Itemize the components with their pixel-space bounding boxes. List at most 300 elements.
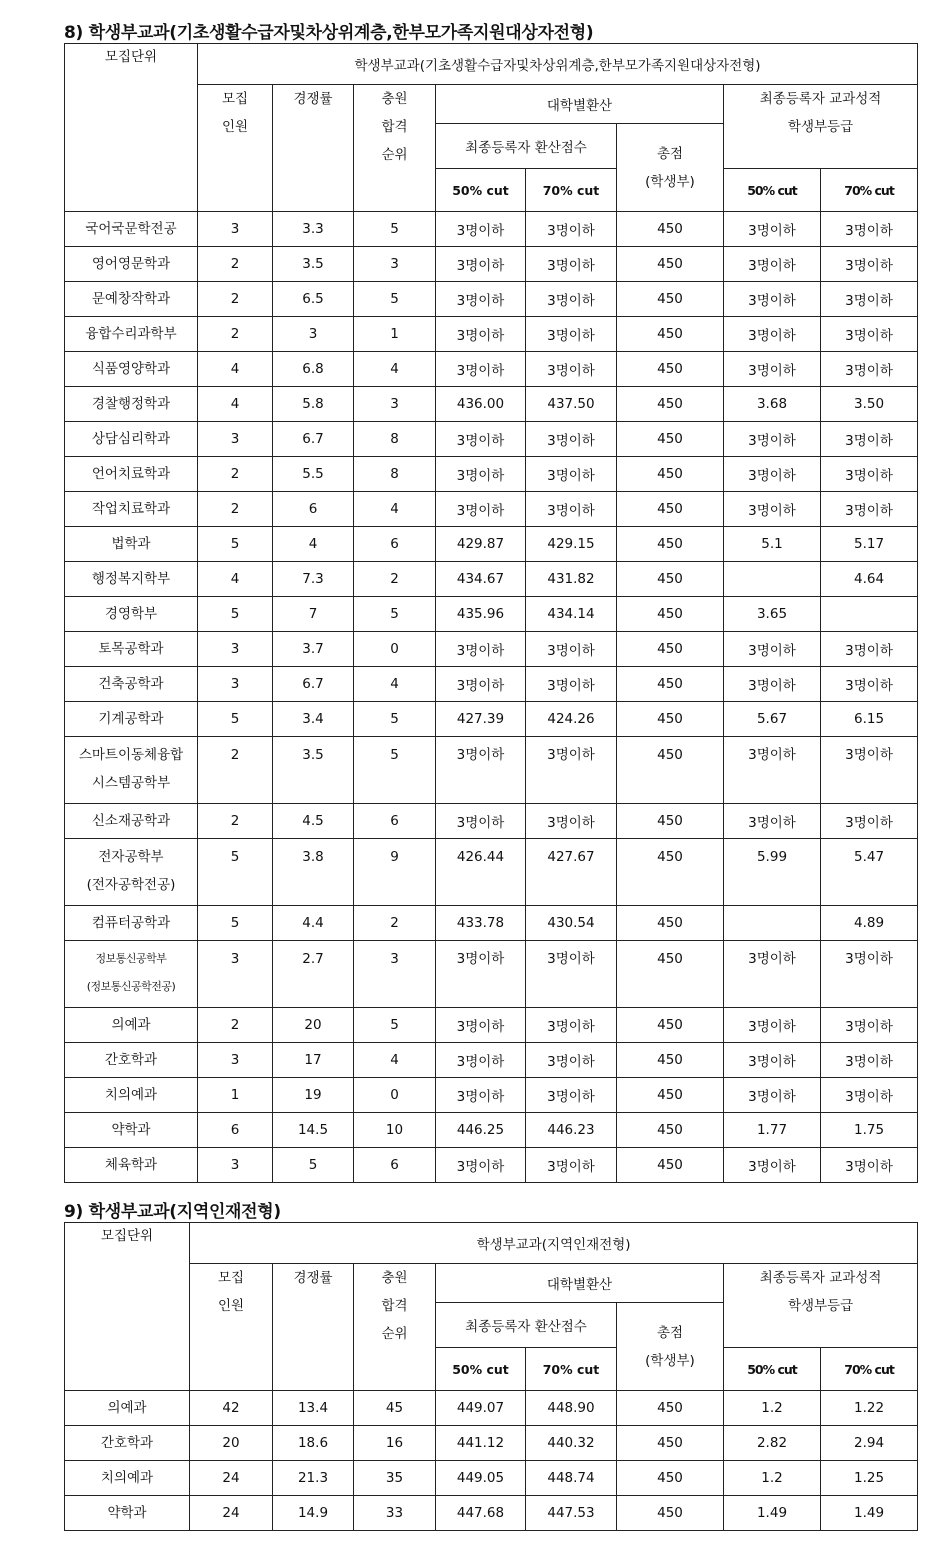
- cell-score-cut70: 3명이하: [526, 1043, 617, 1078]
- header-grade: 최종등록자 교과성적 학생부등급: [724, 85, 918, 169]
- table-row: [65, 422, 918, 457]
- cell-total: 450: [617, 906, 724, 941]
- cell-grade-cut50: 3명이하: [724, 941, 821, 1008]
- cell-total: 450: [617, 422, 724, 457]
- cell-quota: 2: [198, 247, 273, 282]
- header-conversion: 대학별환산: [436, 1264, 724, 1303]
- cell-score-cut50: 3명이하: [436, 247, 526, 282]
- cell-total: 450: [617, 247, 724, 282]
- cell-grade-cut50: 1.2: [724, 1391, 821, 1426]
- cell-unit: 약학과: [65, 1496, 190, 1531]
- cell-score-cut50: 3명이하: [436, 1148, 526, 1183]
- cell-rank: 8: [354, 457, 436, 492]
- table-row: [65, 1461, 918, 1496]
- cell-total: 450: [617, 667, 724, 702]
- cell-rank: 45: [354, 1391, 436, 1426]
- cell-quota: 24: [190, 1496, 273, 1531]
- cell-grade-cut50: 3명이하: [724, 212, 821, 247]
- table-row: [65, 1008, 918, 1043]
- cell-rank: 3: [354, 247, 436, 282]
- header-competition: 경쟁률: [273, 1264, 354, 1391]
- cell-competition: 5.5: [273, 457, 354, 492]
- cell-unit: 경찰행정학과: [65, 387, 198, 422]
- cell-score-cut50: 441.12: [436, 1426, 526, 1461]
- cell-total: 450: [617, 1008, 724, 1043]
- cell-grade-cut50: 3명이하: [724, 667, 821, 702]
- cell-unit: 의예과: [65, 1008, 198, 1043]
- cell-rank: 6: [354, 1148, 436, 1183]
- cell-grade-cut70: 3.50: [821, 387, 918, 422]
- cell-score-cut70: 430.54: [526, 906, 617, 941]
- cell-score-cut70: 3명이하: [526, 1008, 617, 1043]
- cell-rank: 5: [354, 282, 436, 317]
- cell-grade-cut50: 3.65: [724, 597, 821, 632]
- table-row: [65, 597, 918, 632]
- cell-grade-cut50: 3명이하: [724, 247, 821, 282]
- cell-competition: 4: [273, 527, 354, 562]
- cell-grade-cut70: 3명이하: [821, 941, 918, 1008]
- table-row: [65, 1078, 918, 1113]
- cell-unit: 융합수리과학부: [65, 317, 198, 352]
- cell-quota: 3: [198, 1148, 273, 1183]
- cell-quota: 2: [198, 492, 273, 527]
- cell-competition: 3.5: [273, 247, 354, 282]
- cell-grade-cut70: 3명이하: [821, 1008, 918, 1043]
- cell-score-cut70: 431.82: [526, 562, 617, 597]
- cell-score-cut50: 433.78: [436, 906, 526, 941]
- cell-competition: 6.5: [273, 282, 354, 317]
- cell-competition: 5.8: [273, 387, 354, 422]
- cell-grade-cut50: 3명이하: [724, 492, 821, 527]
- cell-rank: 35: [354, 1461, 436, 1496]
- cell-grade-cut70: 3명이하: [821, 1043, 918, 1078]
- cell-grade-cut50: 2.82: [724, 1426, 821, 1461]
- cell-grade-cut70: 3명이하: [821, 492, 918, 527]
- cell-rank: 3: [354, 387, 436, 422]
- cell-grade-cut50: 1.49: [724, 1496, 821, 1531]
- cell-grade-cut50: 3명이하: [724, 352, 821, 387]
- cell-total: 450: [617, 839, 724, 906]
- cell-score-cut50: 3명이하: [436, 1043, 526, 1078]
- table-row: [65, 1148, 918, 1183]
- cell-score-cut70: 429.15: [526, 527, 617, 562]
- cell-total: 450: [617, 492, 724, 527]
- cell-score-cut70: 3명이하: [526, 247, 617, 282]
- cell-score-cut70: 440.32: [526, 1426, 617, 1461]
- cell-grade-cut50: 3.68: [724, 387, 821, 422]
- header-score-cut50: 50% cut: [436, 1348, 526, 1391]
- cell-grade-cut70: 3명이하: [821, 667, 918, 702]
- cell-score-cut70: 3명이하: [526, 422, 617, 457]
- table-row: [65, 1113, 918, 1148]
- cell-grade-cut70: 3명이하: [821, 804, 918, 839]
- cell-competition: 19: [273, 1078, 354, 1113]
- cell-total: 450: [617, 1391, 724, 1426]
- cell-score-cut70: 3명이하: [526, 737, 617, 804]
- cell-total: 450: [617, 1043, 724, 1078]
- cell-competition: 3.8: [273, 839, 354, 906]
- cell-quota: 3: [198, 667, 273, 702]
- cell-unit: 전자공학부 (전자공학전공): [65, 839, 198, 906]
- cell-score-cut50: 449.07: [436, 1391, 526, 1426]
- cell-total: 450: [617, 282, 724, 317]
- cell-rank: 8: [354, 422, 436, 457]
- cell-grade-cut70: 2.94: [821, 1426, 918, 1461]
- cell-quota: 2: [198, 282, 273, 317]
- table-row: [65, 737, 918, 804]
- cell-grade-cut70: 3명이하: [821, 422, 918, 457]
- cell-score-cut70: 448.90: [526, 1391, 617, 1426]
- cell-grade-cut50: 1.2: [724, 1461, 821, 1496]
- cell-grade-cut70: 3명이하: [821, 457, 918, 492]
- cell-rank: 6: [354, 804, 436, 839]
- header-quota: 모집 인원: [190, 1264, 273, 1391]
- cell-competition: 7.3: [273, 562, 354, 597]
- cell-grade-cut50: 5.1: [724, 527, 821, 562]
- cell-score-cut70: 448.74: [526, 1461, 617, 1496]
- cell-grade-cut50: 3명이하: [724, 737, 821, 804]
- table-row: [65, 352, 918, 387]
- cell-total: 450: [617, 1461, 724, 1496]
- cell-quota: 4: [198, 562, 273, 597]
- cell-competition: 3.4: [273, 702, 354, 737]
- cell-grade-cut70: 6.15: [821, 702, 918, 737]
- cell-score-cut70: 3명이하: [526, 352, 617, 387]
- cell-grade-cut70: 1.25: [821, 1461, 918, 1496]
- cell-unit: 상담심리학과: [65, 422, 198, 457]
- cell-rank: 9: [354, 839, 436, 906]
- cell-unit: 영어영문학과: [65, 247, 198, 282]
- cell-score-cut70: 434.14: [526, 597, 617, 632]
- cell-total: 450: [617, 352, 724, 387]
- section-8-title: 8) 학생부교과(기초생활수급자및차상위계층,한부모가족지원대상자전형): [64, 23, 594, 43]
- cell-score-cut50: 3명이하: [436, 1008, 526, 1043]
- table-row: [65, 702, 918, 737]
- cell-rank: 10: [354, 1113, 436, 1148]
- cell-score-cut70: 3명이하: [526, 492, 617, 527]
- table-row: [65, 492, 918, 527]
- cell-rank: 6: [354, 527, 436, 562]
- cell-quota: 1: [198, 1078, 273, 1113]
- cell-quota: 3: [198, 1043, 273, 1078]
- cell-score-cut50: 3명이하: [436, 457, 526, 492]
- cell-grade-cut70: 3명이하: [821, 247, 918, 282]
- cell-total: 450: [617, 1148, 724, 1183]
- table-row: [65, 317, 918, 352]
- cell-competition: 3.7: [273, 632, 354, 667]
- cell-quota: 4: [198, 387, 273, 422]
- cell-score-cut70: 3명이하: [526, 1148, 617, 1183]
- cell-quota: 2: [198, 457, 273, 492]
- cell-competition: 2.7: [273, 941, 354, 1008]
- header-rank: 충원 합격 순위: [354, 1264, 436, 1391]
- header-score-cut70: 70% cut: [526, 169, 617, 212]
- cell-rank: 5: [354, 702, 436, 737]
- header-rank: 충원 합격 순위: [354, 85, 436, 212]
- table-row: [65, 804, 918, 839]
- header-quota: 모집 인원: [198, 85, 273, 212]
- cell-competition: 18.6: [273, 1426, 354, 1461]
- cell-unit: 의예과: [65, 1391, 190, 1426]
- cell-total: 450: [617, 317, 724, 352]
- cell-unit: 정보통신공학부 (정보통신공학전공): [65, 941, 198, 1008]
- cell-unit: 작업치료학과: [65, 492, 198, 527]
- cell-total: 450: [617, 737, 724, 804]
- cell-total: 450: [617, 457, 724, 492]
- cell-score-cut50: 3명이하: [436, 804, 526, 839]
- cell-score-cut70: 3명이하: [526, 667, 617, 702]
- cell-quota: 4: [198, 352, 273, 387]
- cell-unit: 간호학과: [65, 1426, 190, 1461]
- header-grade-cut50: 50% cut: [724, 169, 821, 212]
- cell-quota: 3: [198, 941, 273, 1008]
- cell-score-cut70: 3명이하: [526, 282, 617, 317]
- cell-competition: 21.3: [273, 1461, 354, 1496]
- cell-grade-cut70: 5.47: [821, 839, 918, 906]
- cell-grade-cut70: 4.64: [821, 562, 918, 597]
- cell-total: 450: [617, 1426, 724, 1461]
- header-score-cut70: 70% cut: [526, 1348, 617, 1391]
- cell-unit: 체육학과: [65, 1148, 198, 1183]
- cell-competition: 14.5: [273, 1113, 354, 1148]
- admission-table-9: [64, 1222, 918, 1531]
- cell-grade-cut50: 3명이하: [724, 1078, 821, 1113]
- cell-quota: 6: [198, 1113, 273, 1148]
- cell-rank: 4: [354, 352, 436, 387]
- header-total: 총점 (학생부): [617, 124, 724, 212]
- cell-grade-cut50: 3명이하: [724, 422, 821, 457]
- cell-rank: 4: [354, 1043, 436, 1078]
- cell-quota: 3: [198, 632, 273, 667]
- cell-quota: 5: [198, 702, 273, 737]
- cell-grade-cut70: 3명이하: [821, 1148, 918, 1183]
- table-row: [65, 282, 918, 317]
- cell-quota: 2: [198, 317, 273, 352]
- cell-competition: 14.9: [273, 1496, 354, 1531]
- cell-competition: 20: [273, 1008, 354, 1043]
- cell-grade-cut70: 3명이하: [821, 282, 918, 317]
- cell-score-cut70: 3명이하: [526, 1078, 617, 1113]
- cell-rank: 0: [354, 1078, 436, 1113]
- cell-grade-cut70: 1.49: [821, 1496, 918, 1531]
- cell-rank: 33: [354, 1496, 436, 1531]
- cell-competition: 6.8: [273, 352, 354, 387]
- cell-unit: 컴퓨터공학과: [65, 906, 198, 941]
- header-group: 학생부교과(지역인재전형): [190, 1223, 918, 1264]
- cell-unit: 경영학부: [65, 597, 198, 632]
- header-score-cut50: 50% cut: [436, 169, 526, 212]
- cell-score-cut50: 447.68: [436, 1496, 526, 1531]
- cell-rank: 5: [354, 212, 436, 247]
- header-conversion: 대학별환산: [436, 85, 724, 124]
- cell-unit: 언어치료학과: [65, 457, 198, 492]
- cell-grade-cut70: 1.22: [821, 1391, 918, 1426]
- cell-grade-cut50: 5.67: [724, 702, 821, 737]
- cell-competition: 5: [273, 1148, 354, 1183]
- cell-competition: 3: [273, 317, 354, 352]
- header-grade: 최종등록자 교과성적 학생부등급: [724, 1264, 918, 1348]
- cell-unit: 식품영양학과: [65, 352, 198, 387]
- cell-total: 450: [617, 212, 724, 247]
- cell-competition: 6.7: [273, 422, 354, 457]
- cell-rank: 1: [354, 317, 436, 352]
- cell-total: 450: [617, 1078, 724, 1113]
- cell-unit: 국어국문학전공: [65, 212, 198, 247]
- cell-grade-cut50: 3명이하: [724, 1148, 821, 1183]
- cell-score-cut50: 3명이하: [436, 941, 526, 1008]
- cell-quota: 3: [198, 212, 273, 247]
- cell-score-cut50: 3명이하: [436, 737, 526, 804]
- cell-score-cut50: 436.00: [436, 387, 526, 422]
- cell-rank: 16: [354, 1426, 436, 1461]
- cell-score-cut50: 429.87: [436, 527, 526, 562]
- cell-grade-cut50: 3명이하: [724, 632, 821, 667]
- cell-unit: 건축공학과: [65, 667, 198, 702]
- cell-quota: 2: [198, 737, 273, 804]
- cell-competition: 17: [273, 1043, 354, 1078]
- header-group: 학생부교과(기초생활수급자및차상위계층,한부모가족지원대상자전형): [198, 44, 918, 85]
- cell-total: 450: [617, 562, 724, 597]
- cell-total: 450: [617, 1113, 724, 1148]
- cell-score-cut70: 427.67: [526, 839, 617, 906]
- cell-quota: 3: [198, 422, 273, 457]
- table-row: [65, 1426, 918, 1461]
- cell-competition: 13.4: [273, 1391, 354, 1426]
- cell-score-cut70: 3명이하: [526, 317, 617, 352]
- header-grade-cut70: 70% cut: [821, 1348, 918, 1391]
- cell-rank: 5: [354, 1008, 436, 1043]
- table-row: [65, 247, 918, 282]
- cell-unit: 간호학과: [65, 1043, 198, 1078]
- table-row: [65, 839, 918, 906]
- cell-rank: 3: [354, 941, 436, 1008]
- cell-grade-cut70: 3명이하: [821, 632, 918, 667]
- cell-quota: 2: [198, 804, 273, 839]
- table-row: [65, 387, 918, 422]
- cell-grade-cut70: 4.89: [821, 906, 918, 941]
- cell-grade-cut50: 1.77: [724, 1113, 821, 1148]
- cell-score-cut70: 447.53: [526, 1496, 617, 1531]
- header-final-score: 최종등록자 환산점수: [436, 1303, 617, 1348]
- section-9-title: 9) 학생부교과(지역인재전형): [64, 1202, 281, 1222]
- cell-rank: 0: [354, 632, 436, 667]
- cell-total: 450: [617, 632, 724, 667]
- cell-score-cut50: 449.05: [436, 1461, 526, 1496]
- cell-total: 450: [617, 527, 724, 562]
- cell-grade-cut50: 3명이하: [724, 457, 821, 492]
- header-total: 총점 (학생부): [617, 1303, 724, 1391]
- cell-grade-cut70: 3명이하: [821, 212, 918, 247]
- cell-rank: 2: [354, 562, 436, 597]
- cell-score-cut70: 424.26: [526, 702, 617, 737]
- cell-score-cut50: 3명이하: [436, 632, 526, 667]
- cell-score-cut50: 426.44: [436, 839, 526, 906]
- cell-rank: 4: [354, 667, 436, 702]
- cell-competition: 7: [273, 597, 354, 632]
- cell-score-cut50: 3명이하: [436, 422, 526, 457]
- header-grade-cut50: 50% cut: [724, 1348, 821, 1391]
- cell-grade-cut50: 3명이하: [724, 804, 821, 839]
- header-competition: 경쟁률: [273, 85, 354, 212]
- header-grade-cut70: 70% cut: [821, 169, 918, 212]
- cell-score-cut50: 3명이하: [436, 317, 526, 352]
- cell-grade-cut50: 3명이하: [724, 282, 821, 317]
- cell-score-cut50: 427.39: [436, 702, 526, 737]
- cell-total: 450: [617, 387, 724, 422]
- cell-quota: 5: [198, 906, 273, 941]
- admission-table-8: [64, 43, 918, 1183]
- cell-grade-cut70: 5.17: [821, 527, 918, 562]
- cell-unit: 법학과: [65, 527, 198, 562]
- header-final-score: 최종등록자 환산점수: [436, 124, 617, 169]
- cell-quota: 2: [198, 1008, 273, 1043]
- table-row: [65, 632, 918, 667]
- table-row: [65, 562, 918, 597]
- cell-competition: 4.5: [273, 804, 354, 839]
- cell-grade-cut70: 1.75: [821, 1113, 918, 1148]
- table-row: [65, 527, 918, 562]
- cell-score-cut50: 3명이하: [436, 352, 526, 387]
- cell-unit: 치의예과: [65, 1461, 190, 1496]
- cell-score-cut50: 3명이하: [436, 282, 526, 317]
- cell-grade-cut50: 3명이하: [724, 1008, 821, 1043]
- header-unit: 모집단위: [65, 1223, 190, 1391]
- table-row: [65, 941, 918, 1008]
- cell-grade-cut50: 3명이하: [724, 1043, 821, 1078]
- table-row: [65, 906, 918, 941]
- cell-total: 450: [617, 702, 724, 737]
- cell-score-cut50: 3명이하: [436, 1078, 526, 1113]
- table-row: [65, 667, 918, 702]
- cell-score-cut50: 435.96: [436, 597, 526, 632]
- cell-quota: 24: [190, 1461, 273, 1496]
- cell-grade-cut70: 3명이하: [821, 317, 918, 352]
- cell-score-cut50: 434.67: [436, 562, 526, 597]
- cell-total: 450: [617, 941, 724, 1008]
- cell-total: 450: [617, 1496, 724, 1531]
- cell-grade-cut50: 3명이하: [724, 317, 821, 352]
- cell-unit: 치의예과: [65, 1078, 198, 1113]
- cell-grade-cut70: 3명이하: [821, 352, 918, 387]
- cell-quota: 20: [190, 1426, 273, 1461]
- header-unit: 모집단위: [65, 44, 198, 212]
- cell-grade-cut70: 3명이하: [821, 1078, 918, 1113]
- cell-score-cut70: 3명이하: [526, 212, 617, 247]
- table-row: [65, 457, 918, 492]
- cell-unit: 행정복지학부: [65, 562, 198, 597]
- cell-rank: 4: [354, 492, 436, 527]
- cell-quota: 5: [198, 839, 273, 906]
- table-row: [65, 212, 918, 247]
- cell-grade-cut70: 3명이하: [821, 737, 918, 804]
- cell-quota: 42: [190, 1391, 273, 1426]
- table-row: [65, 1496, 918, 1531]
- cell-total: 450: [617, 597, 724, 632]
- cell-competition: 4.4: [273, 906, 354, 941]
- cell-unit: 스마트이동체융합 시스템공학부: [65, 737, 198, 804]
- cell-competition: 3.3: [273, 212, 354, 247]
- cell-rank: 2: [354, 906, 436, 941]
- cell-grade-cut50: [724, 906, 821, 941]
- cell-score-cut50: 3명이하: [436, 212, 526, 247]
- cell-total: 450: [617, 804, 724, 839]
- cell-unit: 기계공학과: [65, 702, 198, 737]
- cell-competition: 6.7: [273, 667, 354, 702]
- cell-unit: 문예창작학과: [65, 282, 198, 317]
- cell-rank: 5: [354, 737, 436, 804]
- cell-score-cut70: 437.50: [526, 387, 617, 422]
- cell-grade-cut50: [724, 562, 821, 597]
